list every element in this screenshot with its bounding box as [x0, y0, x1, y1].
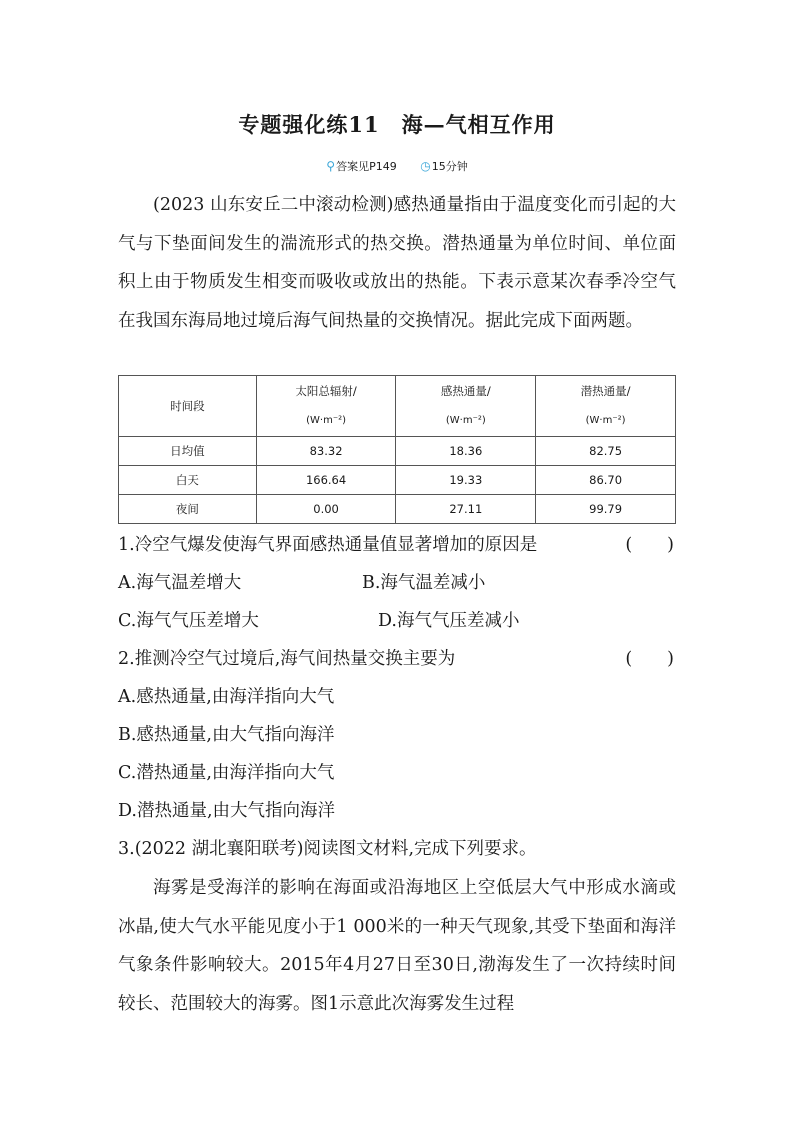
answer-blank: ( )	[625, 535, 674, 555]
question-text: 2.推测冷空气过境后,海气间热量交换主要为	[118, 649, 456, 669]
option-a: A.感热通量,由海洋指向大气	[118, 687, 335, 707]
header-latent-heat	[536, 376, 676, 437]
clock-icon: ◷	[420, 159, 431, 173]
option-c: C.潜热通量,由海洋指向大气	[118, 763, 335, 783]
header-solar-radiation	[256, 376, 396, 437]
question-1-stem	[118, 532, 676, 558]
table-cell: 0.00	[256, 495, 396, 524]
answer-blank: ( )	[625, 649, 674, 669]
table-cell: 82.75	[536, 437, 676, 466]
table-cell: 83.32	[256, 437, 396, 466]
option-b: B.海气温差减小	[362, 573, 486, 593]
table-cell: 白天	[119, 466, 257, 495]
question-2-stem	[118, 646, 676, 672]
time-limit	[420, 158, 467, 174]
header-unit: (W·m⁻²)	[585, 415, 626, 426]
option-d: D.海气气压差减小	[378, 611, 520, 631]
header-unit: (W·m⁻²)	[306, 415, 347, 426]
passage-paragraph: 海雾是受海洋的影响在海面或沿海地区上空低层大气中形成水滴或冰晶,使大气水平能见度小于1 000米的一种天气现象,其受下垫面和海洋气象条件影响较大。2015年4月27日至30日,渤海发生了一次持续时间较长、范围较大的海雾。图1示意此次海雾发生过程	[118, 878, 676, 1014]
table-header-row	[119, 376, 676, 437]
table-cell: 166.64	[256, 466, 396, 495]
table-cell: 19.33	[396, 466, 536, 495]
table-cell: 夜间	[119, 495, 257, 524]
option-a: A.海气温差增大	[118, 573, 242, 593]
option-b: B.感热通量,由大气指向海洋	[118, 725, 335, 745]
header-unit: (W·m⁻²)	[445, 415, 486, 426]
answer-ref-text: 答案见P149	[336, 160, 397, 173]
header-period: 时间段	[119, 376, 257, 437]
question-3-stem	[118, 836, 676, 862]
header-label: 潜热通量/	[580, 384, 631, 398]
answer-reference	[326, 158, 396, 174]
heat-flux-table	[118, 375, 676, 524]
table-row	[119, 466, 676, 495]
table-cell: 日均值	[119, 437, 257, 466]
search-icon: ⚲	[326, 159, 336, 173]
table-cell: 99.79	[536, 495, 676, 524]
table-cell: 86.70	[536, 466, 676, 495]
option-d: D.潜热通量,由大气指向海洋	[118, 801, 336, 821]
table-cell: 18.36	[396, 437, 536, 466]
header-sensible-heat	[396, 376, 536, 437]
option-c: C.海气气压差增大	[118, 611, 259, 631]
intro-paragraph: (2023 山东安丘二中滚动检测)感热通量指由于温度变化而引起的大气与下垫面间发生的湍流形式的热交换。潜热通量为单位时间、单位面积上由于物质发生相变而吸收或放出的热能。下表示意某次春季冷空气在我国东海局地过境后海气间热量的交换情况。据此完成下面两题。	[118, 195, 676, 331]
header-label: 感热通量/	[440, 384, 491, 398]
table-row	[119, 437, 676, 466]
table-cell: 27.11	[396, 495, 536, 524]
time-limit-text: 15分钟	[431, 160, 468, 173]
meta-line	[0, 158, 794, 174]
header-label: 太阳总辐射/	[295, 384, 357, 398]
page-title: 专题强化练11 海—气相互作用	[238, 112, 556, 137]
question-text: 1.冷空气爆发使海气界面感热通量值显著增加的原因是	[118, 535, 538, 555]
table-row	[119, 495, 676, 524]
question-text: 3.(2022 湖北襄阳联考)阅读图文材料,完成下列要求。	[118, 839, 537, 859]
